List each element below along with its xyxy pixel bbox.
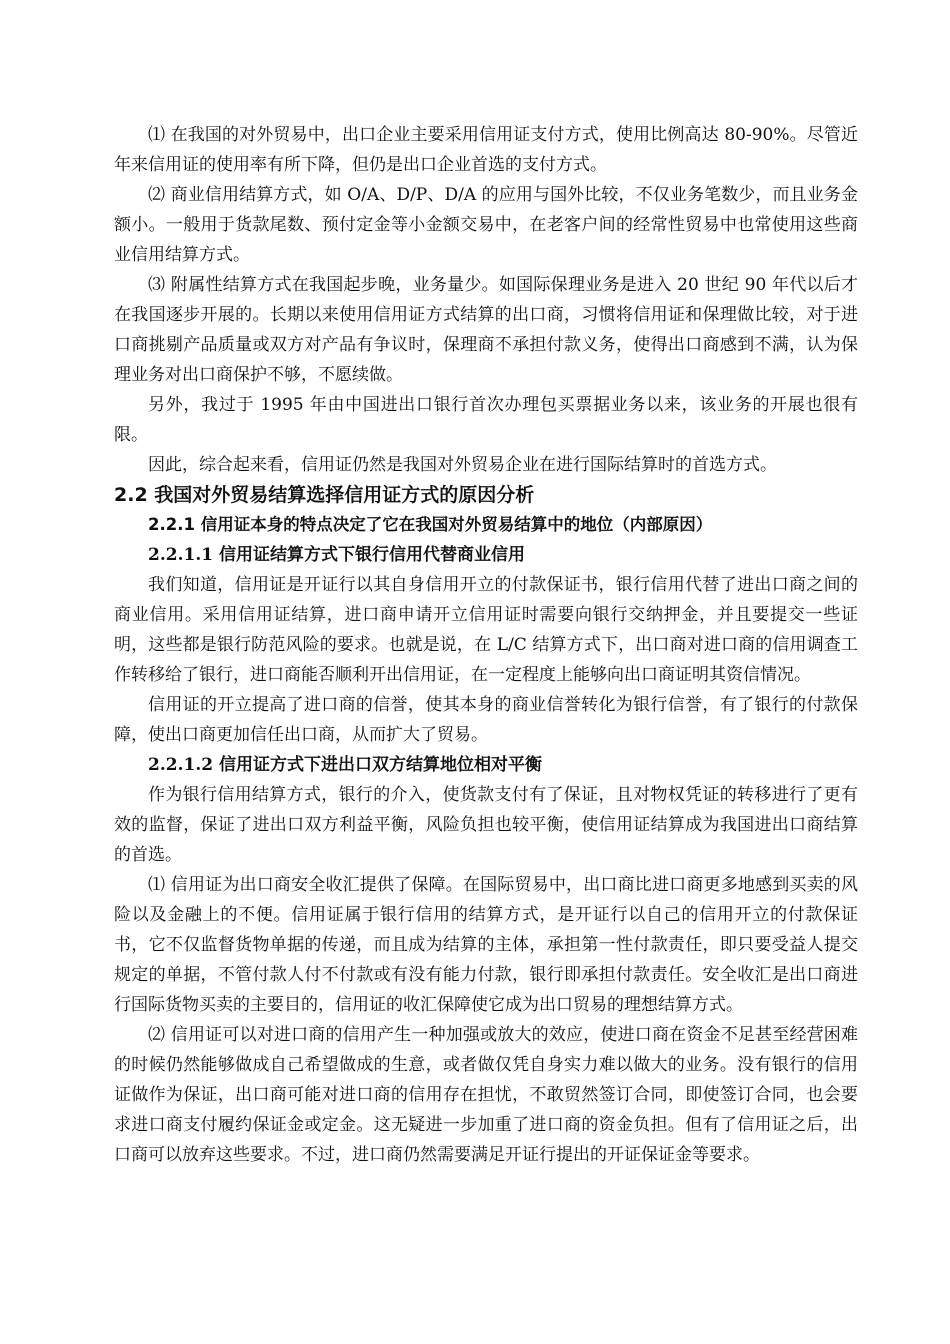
section-heading-2-2-1-2: 2.2.1.2 信用证方式下进出口双方结算地位相对平衡 — [148, 755, 542, 775]
paragraph-forfaiting: 另外，我过于 1995 年由中国进出口银行首次办理包买票据业务以来，该业务的开展也很有限。 — [114, 395, 858, 445]
paragraph-bank-intervention: 作为银行信用结算方式，银行的介入，使货款支付有了保证，且对物权凭证的转移进行了更有效的监督，保证了进出口双方利益平衡，风险负担也较平衡，使信用证结算成为我国进出口商结算的首选。 — [114, 785, 858, 865]
paragraph-commercial-credit: ⑵ 商业信用结算方式，如 O/A、D/P、D/A 的应用与国外比较，不仅业务笔数少，而且业务金额小。一般用于货款尾数、预付定金等小金额交易中，在老客户间的经常性贸易中也常使用这些商业信用结算方式。 — [114, 185, 858, 265]
section-heading-2-2-1-1: 2.2.1.1 信用证结算方式下银行信用代替商业信用 — [148, 545, 525, 565]
paragraph-ancillary-settlement: ⑶ 附属性结算方式在我国起步晚，业务量少。如国际保理业务是进入 20 世纪 90 年代以后才在我国逐步开展的。长期以来使用信用证方式结算的出口商，习惯将信用证和保理做比较，对于进口商挑剔产品质量或双方对产品有争议时，保理商不承担付款义务，使得出口商感到不满，认为保理业务对出口商保护不够，不愿续做。 — [114, 275, 858, 385]
section-heading-2-2: 2.2 我国对外贸易结算选择信用证方式的原因分析 — [114, 484, 535, 506]
paragraph-importer-credit: ⑵ 信用证可以对进口商的信用产生一种加强或放大的效应，使进口商在资金不足甚至经营困难的时候仍然能够做成自己希望做成的生意，或者做仅凭自身实力难以做大的业务。没有银行的信用证做作为保证，出口商可能对进口商的信用存在担忧，不敢贸然签订合同，即使签订合同，也会要求进口商支付履约保证金或定金。这无疑进一步加重了进口商的资金负担。但有了信用证之后，出口商可以放弃这些要求。不过，进口商仍然需要满足开证行提出的开证保证金等要求。 — [114, 1025, 858, 1165]
paragraph-credibility: 信用证的开立提高了进口商的信誉，使其本身的商业信誉转化为银行信誉，有了银行的付款保障，使出口商更加信任出口商，从而扩大了贸易。 — [114, 695, 858, 745]
paragraph-exporter-security: ⑴ 信用证为出口商安全收汇提供了保障。在国际贸易中，出口商比进口商更多地感到买卖的风险以及金融上的不便。信用证属于银行信用的结算方式，是开证行以自己的信用开立的付款保证书，它不仅监督货物单据的传递，而且成为结算的主体，承担第一性付款责任，即只要受益人提交规定的单据，不管付款人付不付款或有没有能力付款，银行即承担付款责任。安全收汇是出口商进行国际货物买卖的主要目的，信用证的收汇保障使它成为出口贸易的理想结算方式。 — [114, 875, 858, 1015]
paragraph-bank-credit: 我们知道，信用证是开证行以其自身信用开立的付款保证书，银行信用代替了进出口商之间的商业信用。采用信用证结算，进口商申请开立信用证时需要向银行交纳押金，并且要提交一些证明，这些都是银行防范风险的要求。也就是说，在 L/C 结算方式下，出口商对进口商的信用调查工作转移给了银行，进口商能否顺利开出信用证，在一定程度上能够向出口商证明其资信情况。 — [114, 575, 858, 685]
paragraph-letter-of-credit-usage: ⑴ 在我国的对外贸易中，出口企业主要采用信用证支付方式，使用比例高达 80-90%。尽管近年来信用证的使用率有所下降，但仍是出口企业首选的支付方式。 — [114, 125, 858, 175]
section-heading-2-2-1: 2.2.1 信用证本身的特点决定了它在我国对外贸易结算中的地位（内部原因） — [148, 515, 713, 534]
document-page — [114, 120, 858, 1170]
paragraph-conclusion: 因此，综合起来看，信用证仍然是我国对外贸易企业在进行国际结算时的首选方式。 — [148, 455, 777, 475]
